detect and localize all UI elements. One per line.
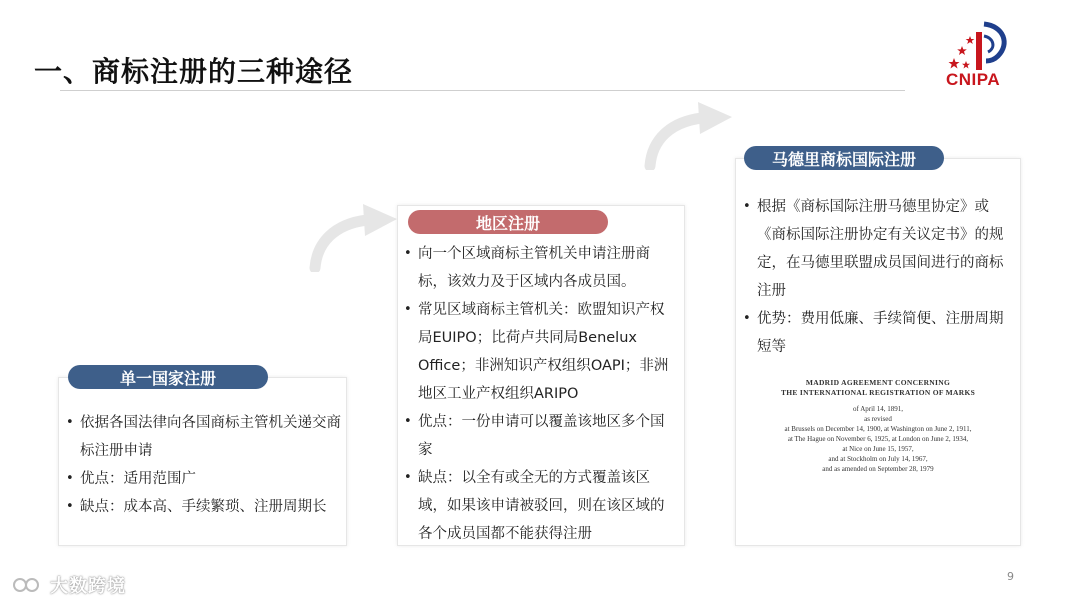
list-item: • 缺点：以全有或全无的方式覆盖该区域，如果该申请被驳回，则在该区域的各个成员国都不能获得注册	[404, 464, 678, 548]
page-number: 9	[1007, 570, 1014, 583]
document-line: as revised	[864, 415, 892, 423]
document-line: and at Stockholm on July 14, 1967,	[828, 455, 928, 463]
national-registration-list	[66, 409, 342, 521]
list-item: • 依据各国法律向各国商标主管机关递交商标注册申请	[66, 409, 342, 465]
list-item: • 优势：费用低廉、手续简便、注册周期短等	[743, 305, 1013, 361]
list-item: • 常见区域商标主管机关：欧盟知识产权局EUIPO；比荷卢共同局Benelux Office；非洲知识产权组织OAPI；非洲地区工业产权组织ARIPO	[404, 296, 678, 408]
document-heading: MADRID AGREEMENT CONCERNING	[805, 378, 951, 387]
madrid-agreement-document	[758, 378, 998, 474]
regional-registration-list	[404, 240, 678, 548]
watermark-logo-icon	[8, 574, 52, 594]
page-title: 一、商标注册的三种途径	[34, 55, 354, 88]
madrid-registration-list	[743, 193, 1013, 361]
document-line: and as amended on September 28, 1979	[822, 465, 934, 473]
watermark-text: 大数跨境	[50, 576, 126, 597]
curved-arrow-icon	[640, 100, 740, 170]
document-line: of April 14, 1891,	[853, 405, 903, 413]
list-item: • 优点：适用范围广	[66, 465, 342, 493]
list-item: • 根据《商标国际注册马德里协定》或《商标国际注册协定有关议定书》的规定，在马德里联盟成员国间进行的商标注册	[743, 193, 1013, 305]
list-item: • 向一个区域商标主管机关申请注册商标，该效力及于区域内各成员国。	[404, 240, 678, 296]
logo-text: CNIPA	[946, 70, 1001, 89]
national-registration-label: 单一国家注册	[68, 365, 268, 389]
madrid-registration-label: 马德里商标国际注册	[744, 146, 944, 170]
title-divider	[60, 90, 905, 91]
document-heading: THE INTERNATIONAL REGISTRATION OF MARKS	[780, 388, 976, 397]
list-item: • 优点：一份申请可以覆盖该地区多个国家	[404, 408, 678, 464]
document-line: at Nice on June 15, 1957,	[842, 445, 914, 453]
document-line: at The Hague on November 6, 1925, at London on June 2, 1934,	[787, 435, 969, 443]
curved-arrow-icon	[305, 202, 405, 272]
document-line: at Brussels on December 14, 1900, at Washington on June 2, 1911,	[784, 425, 972, 433]
regional-registration-label: 地区注册	[408, 210, 608, 234]
list-item: • 缺点：成本高、手续繁琐、注册周期长	[66, 493, 342, 521]
